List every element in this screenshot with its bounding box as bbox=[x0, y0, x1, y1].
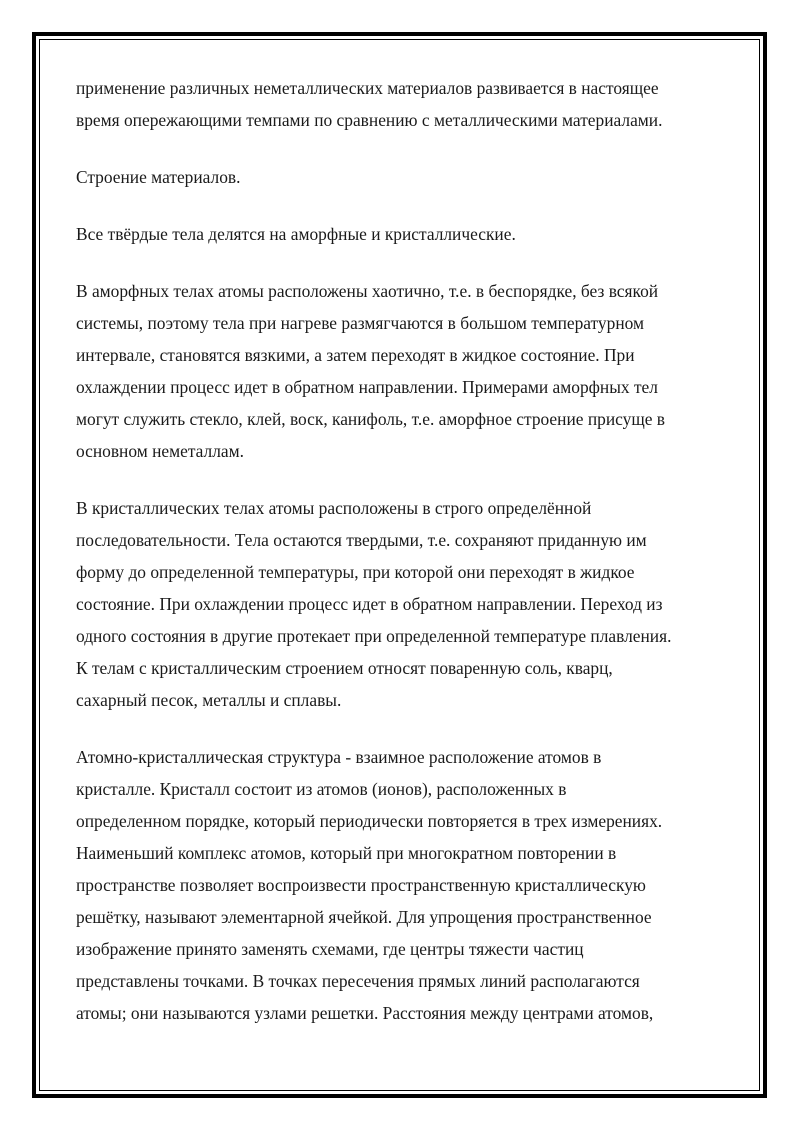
text-line: одного состояния в другие протекает при определенной температуре плавления. bbox=[76, 626, 672, 646]
paragraph-crystalline bbox=[76, 492, 736, 716]
text-line: изображение принято заменять схемами, где центры тяжести частиц bbox=[76, 939, 584, 959]
paragraph-intro-continuation bbox=[76, 72, 736, 136]
text-line: К телам с кристаллическим строением относят поваренную соль, кварц, bbox=[76, 658, 613, 678]
text-line: кристалле. Кристалл состоит из атомов (ионов), расположенных в bbox=[76, 779, 567, 799]
text-line: состояние. При охлаждении процесс идет в обратном направлении. Переход из bbox=[76, 594, 663, 614]
text-line: В аморфных телах атомы расположены хаотично, т.е. в беспорядке, без всякой bbox=[76, 281, 659, 301]
text-line: решётку, называют элементарной ячейкой. Для упрощения пространственное bbox=[76, 907, 652, 927]
text-line: определенном порядке, который периодически повторяется в трех измерениях. bbox=[76, 811, 663, 831]
text-line: Наименьший комплекс атомов, который при многократном повторении в bbox=[76, 843, 617, 863]
text-line: представлены точками. В точках пересечения прямых линий располагаются bbox=[76, 971, 640, 991]
text-line: Атомно-кристаллическая структура - взаимное расположение атомов в bbox=[76, 747, 602, 767]
text-line: охлаждении процесс идет в обратном направлении. Примерами аморфных тел bbox=[76, 377, 658, 397]
text-line: интервале, становятся вязкими, а затем переходят в жидкое состояние. При bbox=[76, 345, 635, 365]
text-line: основном неметаллам. bbox=[76, 441, 244, 461]
text-line: пространстве позволяет воспроизвести пространственную кристаллическую bbox=[76, 875, 646, 895]
text-line: могут служить стекло, клей, воск, канифоль, т.е. аморфное строение присуще в bbox=[76, 409, 665, 429]
text-line: Все твёрдые тела делятся на аморфные и кристаллические. bbox=[76, 224, 516, 244]
text-line: атомы; они называются узлами решетки. Расстояния между центрами атомов, bbox=[76, 1003, 654, 1023]
paragraph-atomic-crystal-structure bbox=[76, 741, 736, 1029]
text-line: Строение материалов. bbox=[76, 167, 241, 187]
paragraph-amorphous bbox=[76, 275, 736, 467]
document-body bbox=[76, 72, 736, 1054]
section-heading-structure bbox=[76, 161, 736, 193]
text-line: форму до определенной температуры, при которой они переходят в жидкое bbox=[76, 562, 635, 582]
text-line: время опережающими темпами по сравнению с металлическими материалами. bbox=[76, 110, 663, 130]
text-line: применение различных неметаллических материалов развивается в настоящее bbox=[76, 78, 659, 98]
text-line: В кристаллических телах атомы расположены в строго определённой bbox=[76, 498, 592, 518]
text-line: последовательности. Тела остаются твердыми, т.е. сохраняют приданную им bbox=[76, 530, 647, 550]
text-line: системы, поэтому тела при нагреве размягчаются в большом температурном bbox=[76, 313, 644, 333]
text-line: сахарный песок, металлы и сплавы. bbox=[76, 690, 342, 710]
paragraph-solids-classification bbox=[76, 218, 736, 250]
